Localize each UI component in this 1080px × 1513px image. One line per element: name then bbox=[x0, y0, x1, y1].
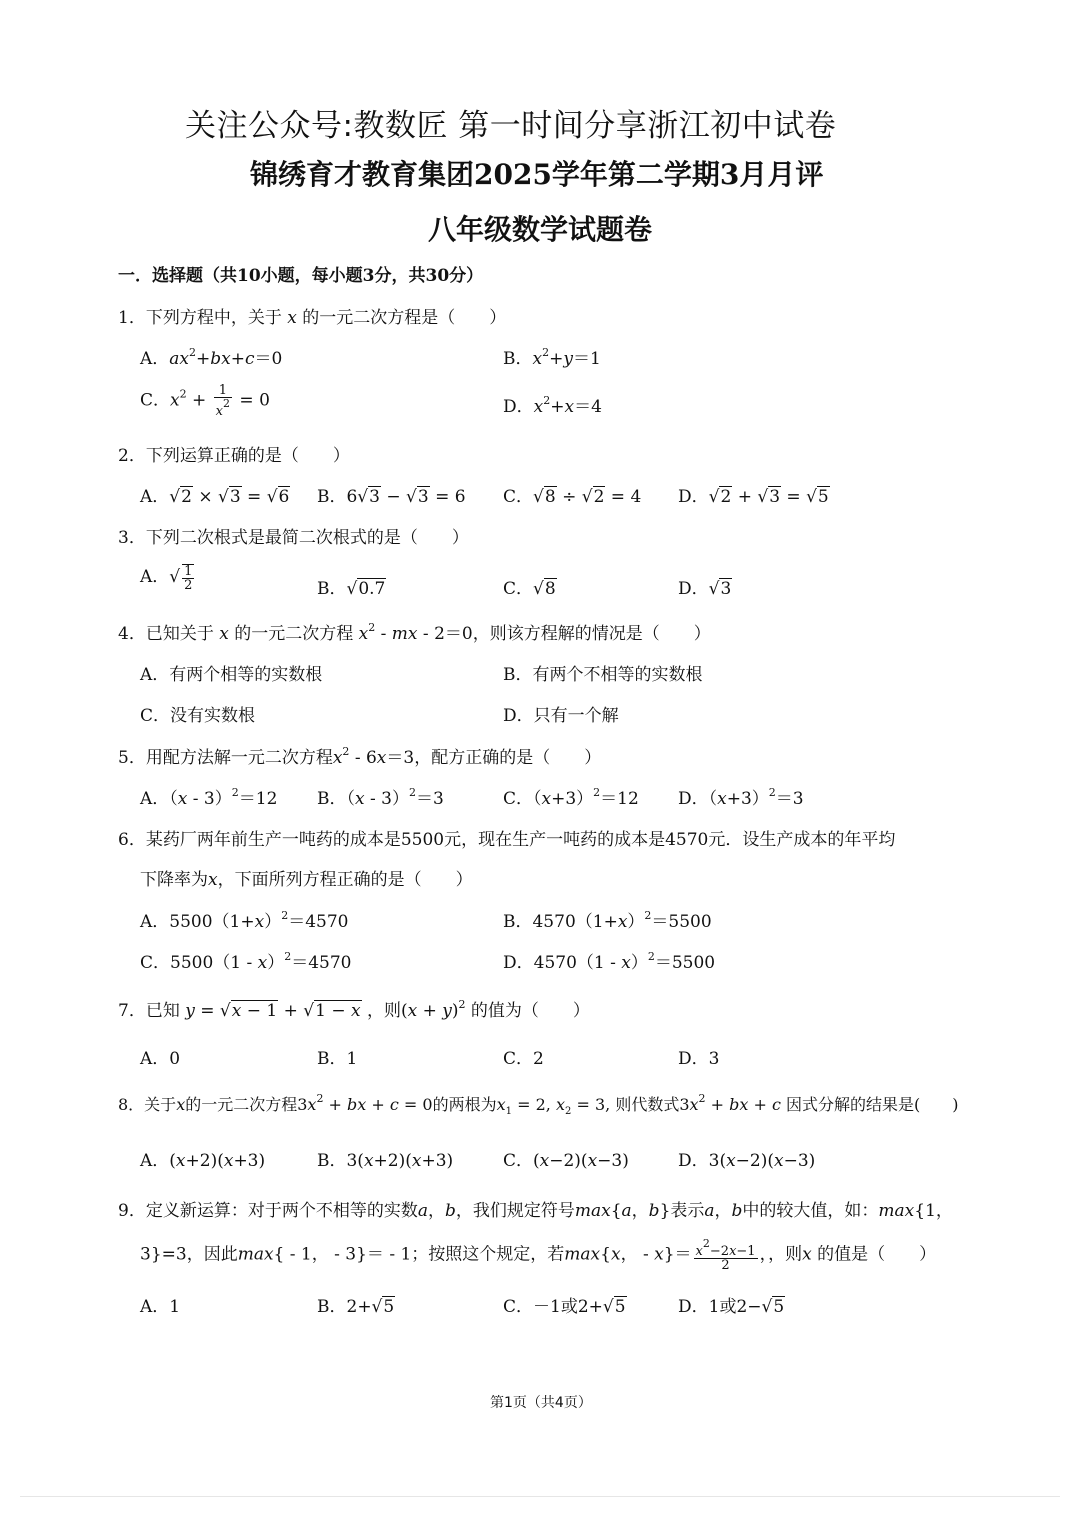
q8-option-a: A．(x+2)(x+3) bbox=[140, 1151, 266, 1171]
q7-option-c: C．2 bbox=[503, 1049, 544, 1069]
page-number-footer: 第1页（共4页） bbox=[490, 1395, 592, 1411]
question-1: 1．下列方程中，关于 x 的一元二次方程是（ ） bbox=[118, 308, 507, 328]
q6-option-a: A．$5500(1+x)^2=4570$ bbox=[140, 909, 349, 932]
q9-option-d: D．1或2−√5 bbox=[678, 1297, 785, 1317]
q9-option-a: A．1 bbox=[140, 1297, 181, 1317]
q9-option-b: B．2+√5 bbox=[317, 1297, 395, 1317]
question-6-line2: 下降率为x，下面所列方程正确的是（ ） bbox=[140, 870, 473, 890]
q1-option-d: D．$x^2+x=4$ bbox=[503, 394, 602, 417]
q2-option-b: B．6√3 − √3 = 6 bbox=[317, 487, 466, 507]
q6-option-d: D．4570（1 - x）$^2$＝5500 bbox=[503, 950, 716, 973]
q1-option-c: C．$x^2$ + $\frac{1}{x^2}$ = 0 bbox=[140, 383, 270, 419]
exam-title-subject: 八年级数学试题卷 bbox=[428, 213, 653, 246]
question-5: 5．用配方法解一元二次方程$x^2 - 6x=3$，配方正确的是（ ） bbox=[118, 745, 602, 768]
question-8: 8．关于x的一元二次方程$3x^2$ + bx + c = 0的两根为$x_1 = 2$, $x_2 = 3$, 则代数式$3x^2$ + bx + c 因式分解的结果是( ) bbox=[118, 1092, 959, 1117]
wechat-promo-line: 关注公众号:教数匠 第一时间分享浙江初中试卷 bbox=[185, 108, 837, 144]
q4-option-d: D．只有一个解 bbox=[503, 706, 619, 726]
q2-option-d: D．√2 + √3 = √5 bbox=[678, 487, 829, 507]
q5-option-a: A．（x - 3）$^2$＝12 bbox=[140, 786, 278, 809]
q6-option-b: B．$4570(1+x)^2=5500$ bbox=[503, 909, 712, 932]
question-4: 4．已知关于 x 的一元二次方程 $x^2$ - mx - 2＝0，则该方程解的情况是（ ） bbox=[118, 621, 711, 644]
q5-option-d: D．$(x+3)^2=3$ bbox=[678, 786, 804, 809]
q3-option-a: A．√ $\frac{1}{2}$ bbox=[140, 563, 193, 593]
q5-option-b: B．（x - 3）$^2$＝3 bbox=[317, 786, 444, 809]
question-3: 3．下列二次根式是最简二次根式的是（ ） bbox=[118, 528, 469, 548]
q4-option-b: B．有两个不相等的实数根 bbox=[503, 665, 703, 685]
exam-title-school: 锦绣育才教育集团2025学年第二学期3月月评 bbox=[250, 158, 824, 191]
q2-option-c: C．√8 ÷ √2 = 4 bbox=[503, 487, 642, 507]
page-bottom-divider bbox=[20, 1496, 1060, 1497]
question-2: 2．下列运算正确的是（ ） bbox=[118, 446, 350, 466]
q8-option-b: B．3(x+2)(x+3) bbox=[317, 1151, 454, 1171]
q7-option-d: D．3 bbox=[678, 1049, 720, 1069]
q7-option-a: A．0 bbox=[140, 1049, 181, 1069]
question-9: 9．定义新运算：对于两个不相等的实数a，b，我们规定符号max{a，b}表示a，b中的较大值，如：max{1， bbox=[118, 1201, 953, 1221]
question-9-line2: 3}=3，因此max{ - 1， - 3}＝ - 1；按照这个规定，若max{x， - x}＝ $\frac{x^2-2x-1}{2}$ ，，则x 的值是（ ） bbox=[140, 1237, 937, 1273]
q4-option-a: A．有两个相等的实数根 bbox=[140, 665, 323, 685]
question-7: 7．已知 y = √x − 1 + √1 − x ，则$(x + y)^2$ 的值为（ ） bbox=[118, 998, 590, 1021]
q9-option-c: C．－1或2+√5 bbox=[503, 1297, 626, 1317]
q3-option-d: D．√3 bbox=[678, 579, 732, 599]
q8-option-c: C．(x−2)(x−3) bbox=[503, 1151, 629, 1171]
q3-option-c: C．√8 bbox=[503, 579, 556, 599]
q6-option-c: C．5500（1 - x）$^2$＝4570 bbox=[140, 950, 352, 973]
q1-option-a: A．$ax^2+bx+c=0$ bbox=[140, 346, 283, 369]
q7-option-b: B．1 bbox=[317, 1049, 358, 1069]
q4-option-c: C．没有实数根 bbox=[140, 706, 256, 726]
q3-option-b: B．√0.7 bbox=[317, 579, 386, 599]
section-heading: 一．选择题（共10小题，每小题3分，共30分） bbox=[118, 266, 484, 286]
q5-option-c: C．$(x+3)^2=12$ bbox=[503, 786, 639, 809]
q8-option-d: D．3(x−2)(x−3) bbox=[678, 1151, 816, 1171]
question-6: 6．某药厂两年前生产一吨药的成本是5500元，现在生产一吨药的成本是4570元．设生产成本的年平均 bbox=[118, 830, 896, 850]
q1-option-b: B．$x^2+y=1$ bbox=[503, 346, 601, 369]
q2-option-a: A．√2 × √3 = √6 bbox=[140, 487, 290, 507]
